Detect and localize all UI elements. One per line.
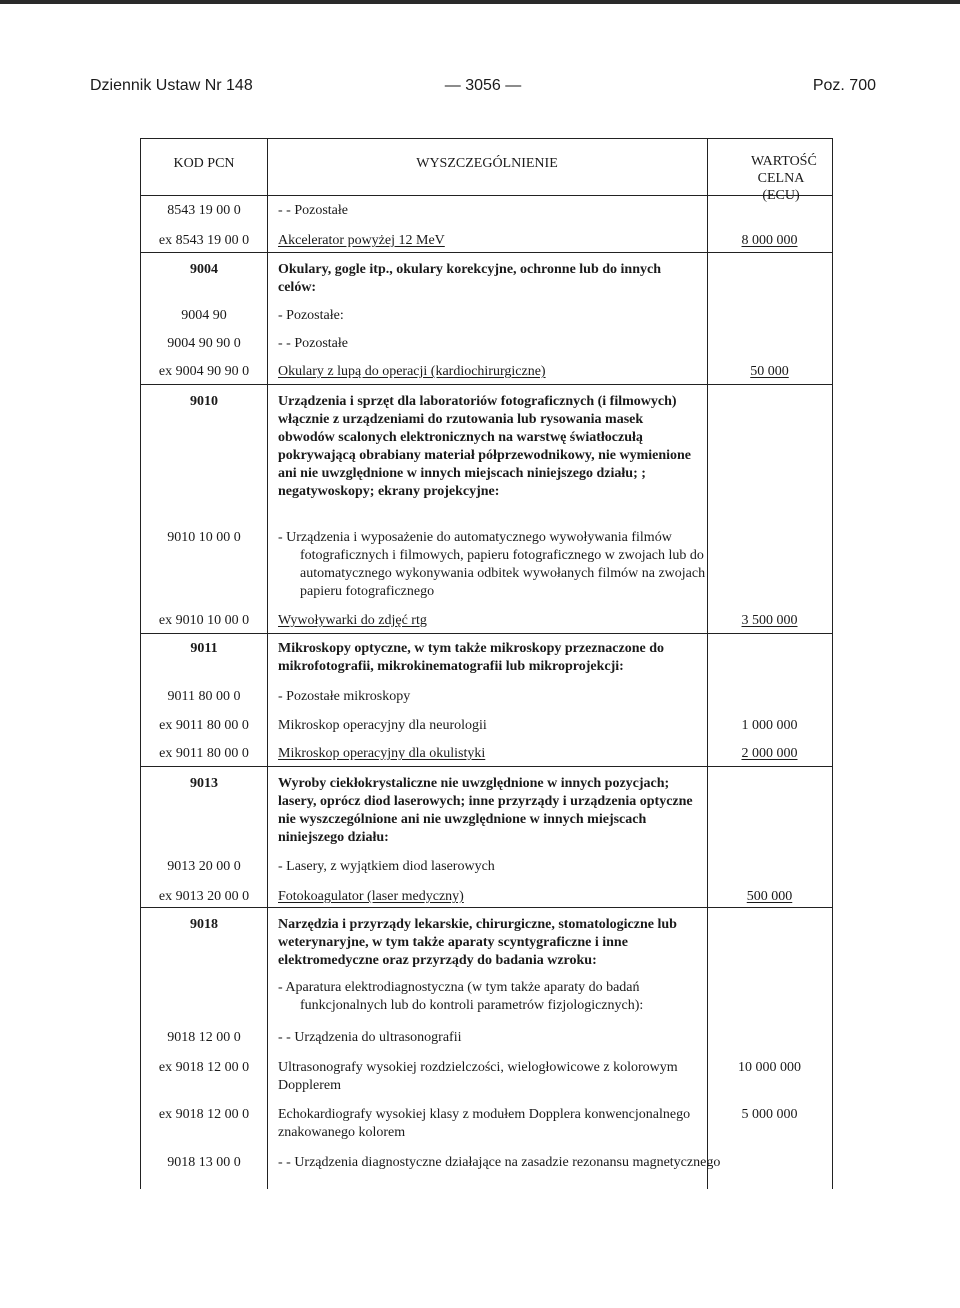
row-code: 9010 (190, 394, 218, 409)
row-value: 5 000 000 (741, 1107, 798, 1122)
page-number: — 3056 — (444, 77, 522, 94)
row-description: Mikroskopy optyczne, w tym także mikroskopy przeznaczone do mikrofotografii, mikrokinematografii lub mikroprojekcji: (278, 641, 665, 674)
row-code: 9004 90 (181, 308, 227, 323)
group-divider (141, 252, 832, 253)
journal-title: Dziennik Ustaw Nr 148 (90, 77, 253, 94)
row-description: Wywoływarki do zdjęć rtg (278, 613, 427, 628)
row-code: ex 9010 10 00 0 (158, 613, 250, 628)
row-description: Okulary, gogle itp., okulary korekcyjne, ochronne lub do innych celów: (278, 262, 661, 295)
row-code: 9013 (190, 776, 218, 791)
row-description: - Pozostałe: (278, 308, 344, 323)
row-code: ex 9018 12 00 0 (158, 1060, 250, 1075)
column-header-description: WYSZCZEGÓLNIENIE (416, 156, 558, 171)
row-code: 8543 19 00 0 (167, 203, 241, 218)
tariff-table (140, 138, 833, 1189)
row-code: 9004 (190, 262, 218, 277)
row-code: 9011 (190, 641, 218, 656)
row-value: 50 000 (750, 364, 789, 379)
row-description: - - Urządzenia do ultrasonografii (278, 1030, 462, 1045)
row-code: ex 9018 12 00 0 (158, 1107, 250, 1122)
row-description: Akcelerator powyżej 12 MeV (278, 233, 445, 248)
page-header (90, 77, 876, 99)
row-description: Wyroby ciekłokrystaliczne nie uwzględnione w innych pozycjach; lasery, oprócz diod laserowych; inne przyrządy i urządzenia optyczne nie wyszczególnione ani nie uwzględnione w innych miejscach niniejszego działu: (278, 776, 693, 845)
row-code: ex 9011 80 00 0 (159, 746, 249, 761)
row-description: Mikroskop operacyjny dla neurologii (278, 718, 487, 733)
group-divider (141, 766, 832, 767)
position-number: Poz. 700 (812, 77, 876, 94)
group-divider (141, 633, 832, 634)
row-description: Fotokoagulator (laser medyczny) (278, 889, 464, 904)
row-value: 8 000 000 (741, 233, 798, 248)
row-code: 9011 80 00 0 (167, 689, 241, 704)
row-code: 9018 12 00 0 (167, 1030, 241, 1045)
row-description: - Pozostałe mikroskopy (278, 689, 411, 704)
row-description: Ultrasonografy wysokiej rozdzielczości, wielogłowicowe z kolorowym Dopplerem (278, 1060, 678, 1093)
row-value: 2 000 000 (741, 746, 798, 761)
row-code: ex 9011 80 00 0 (159, 718, 249, 733)
row-value: 500 000 (746, 889, 793, 904)
row-code: 9013 20 00 0 (167, 859, 241, 874)
column-divider (267, 139, 268, 1189)
row-code: 9010 10 00 0 (167, 530, 241, 545)
row-description: - - Pozostałe (278, 203, 348, 218)
row-code: 9018 (190, 917, 218, 932)
row-code: 9018 13 00 0 (167, 1155, 241, 1170)
group-divider (141, 907, 832, 908)
column-header-value: WARTOŚĆ CELNA (ECU) (751, 154, 817, 203)
row-description: Okulary z lupą do operacji (kardiochirurgiczne) (278, 364, 546, 379)
row-description: - Aparatura elektrodiagnostyczna (w tym także aparaty do badań funkcjonalnych lub do kontroli parametrów fizjologicznych): (278, 980, 644, 1013)
row-value: 3 500 000 (741, 613, 798, 628)
row-code: ex 9004 90 90 0 (158, 364, 250, 379)
header-divider (141, 195, 832, 196)
row-description: - - Urządzenia diagnostyczne działające na zasadzie rezonansu magnetycznego (278, 1155, 721, 1170)
row-code: ex 9013 20 00 0 (158, 889, 250, 904)
column-header-code: KOD PCN (173, 156, 235, 171)
row-code: ex 8543 19 00 0 (158, 233, 250, 248)
row-description: Mikroskop operacyjny dla okulistyki (278, 746, 486, 761)
group-divider (141, 384, 832, 385)
row-description: - - Pozostałe (278, 336, 348, 351)
row-description: - Lasery, z wyjątkiem diod laserowych (278, 859, 495, 874)
row-code: 9004 90 90 0 (167, 336, 241, 351)
row-description: Urządzenia i sprzęt dla laboratoriów fotograficznych (i filmowych) włącznie z urządzeniami do rzutowania lub rysowania masek obwodów scalonych elektronicznych na warstwę światłoczułą pokrywającą obrabiany materiał półprzewodnikowy, nie wymienione ani nie uwzględnione w innych miejscach niniejszego działu; ; negatywoskopy; ekrany projekcyjne: (278, 394, 692, 499)
row-value: 10 000 000 (738, 1060, 801, 1075)
row-description: Narzędzia i przyrządy lekarskie, chirurgiczne, stomatologiczne lub weterynaryjne, w tym także aparaty scyntygraficzne i inne elektromedyczne oraz przyrządy do badania wzroku: (278, 917, 677, 968)
row-description: Echokardiografy wysokiej klasy z modułem Dopplera konwencjonalnego znakowanego kolorem (278, 1107, 691, 1140)
top-rule (0, 0, 960, 4)
row-value: 1 000 000 (741, 718, 798, 733)
row-description: - Urządzenia i wyposażenie do automatycznego wywoływania filmów fotograficznych i filmowych, papieru fotograficznego w zwojach lub do automatycznego wykonywania odbitek wywołanych filmów na zwojach papieru fotograficznego (278, 530, 706, 599)
